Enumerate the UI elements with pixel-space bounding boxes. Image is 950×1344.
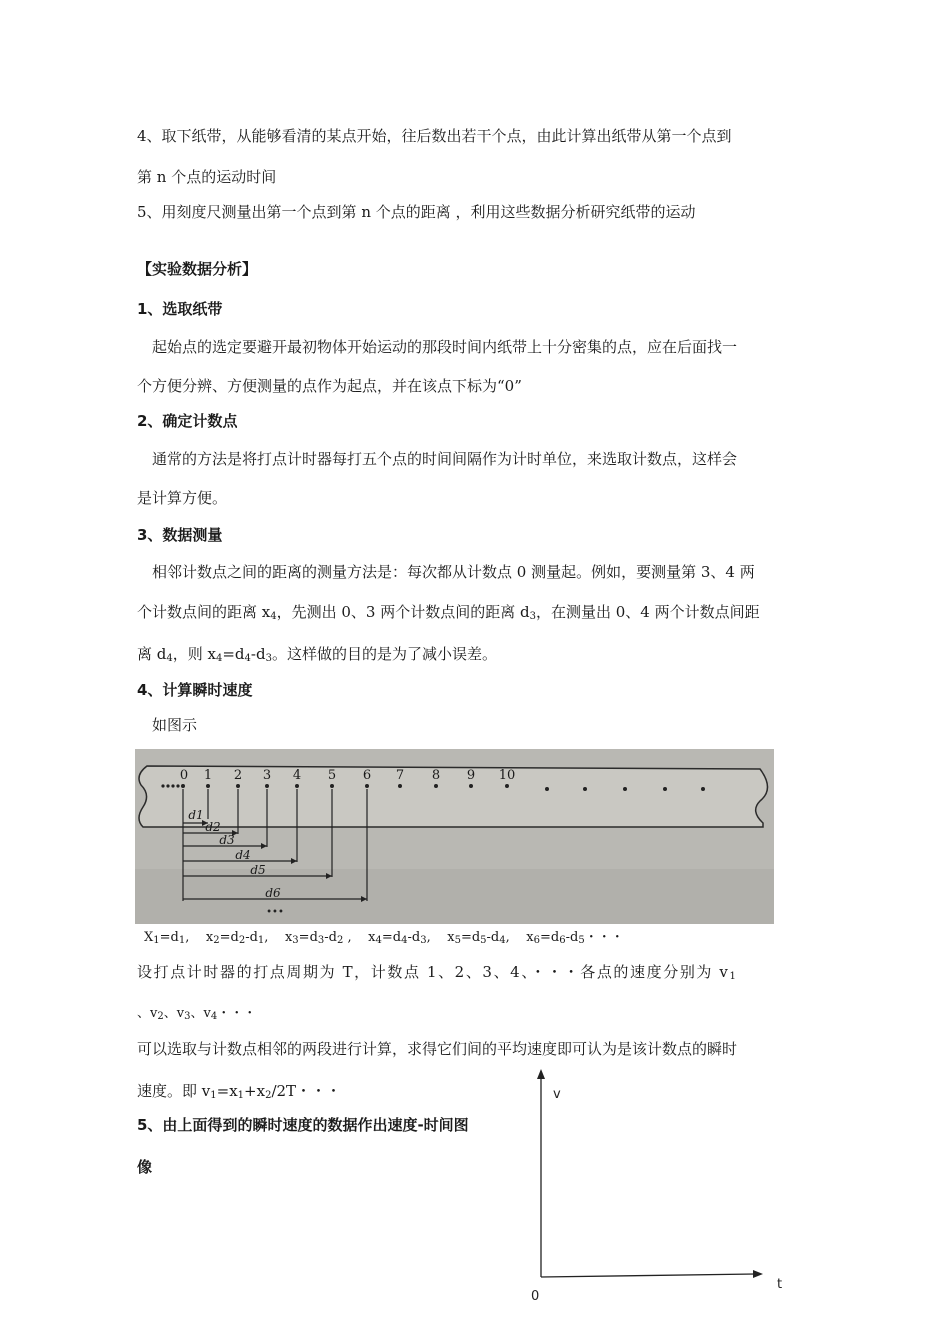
- tape-figure: [135, 749, 774, 924]
- tape-point-label: 6: [362, 768, 372, 783]
- tape-point-label: 10: [498, 768, 516, 783]
- distance-label: d3: [219, 833, 235, 847]
- heading-instant-velocity: 4、计算瞬时速度: [137, 681, 253, 699]
- velocity-line2: 、$v_2$、$v_3$、$v_4$・・・: [137, 1006, 257, 1022]
- step5-line: 5、用刻度尺测量出第一个点到第 n 个点的距离 ，利用这些数据分析研究纸带的运动: [137, 203, 696, 221]
- tape-point-label: 1: [203, 768, 213, 783]
- para3-line3: 离 $d_4$，则 $x_4=d_4-d_3$。这样做的目的是为了减小误差。: [137, 645, 497, 664]
- para3-line1: 相邻计数点之间的距离的测量方法是：每次都从计数点 0 测量起。例如，要测量第 3、4 两: [152, 563, 755, 581]
- y-axis-label: v: [553, 1087, 561, 1102]
- para2-line1: 通常的方法是将打点计时器每打五个点的时间间隔作为计时单位，来选取计数点，这样会: [152, 450, 738, 468]
- origin-label: 0: [531, 1289, 540, 1304]
- distance-label: d2: [205, 820, 221, 834]
- heading-measurement: 3、数据测量: [137, 526, 223, 544]
- distance-label: d5: [250, 863, 266, 877]
- heading-select-tape: 1、选取纸带: [137, 300, 223, 318]
- distance-label: d1: [188, 808, 204, 822]
- velocity-line1: 设打点计时器的打点周期为 T，计数点 1、2、3、4、・・・各点的速度分别为 $v_1$: [137, 963, 738, 982]
- tape-point-label: 5: [327, 768, 337, 783]
- tape-point-label: 4: [292, 768, 302, 783]
- section-title: 【实验数据分析】: [137, 260, 258, 278]
- step4-line2: 第 n 个点的运动时间: [137, 168, 277, 186]
- tape-point-label: 7: [395, 768, 405, 783]
- vt-axes: [515, 1065, 795, 1310]
- tape-point-label: 9: [466, 768, 476, 783]
- heading-vt-graph-line2: 像: [137, 1158, 153, 1176]
- heading-vt-graph-line1: 5、由上面得到的瞬时速度的数据作出速度-时间图: [137, 1116, 469, 1134]
- para2-line2: 是计算方便。: [137, 489, 228, 507]
- x-formulas: $X_1=d_1$, $x_2=d_2-d_1$, $x_3=d_3-d_2$ , $x_4=d_4-d_3$, $x_5=d_5-d_4$, $x_6=d_6-d_5$・・・: [144, 930, 624, 946]
- para4-line: 如图示: [152, 716, 198, 734]
- distance-label: d6: [265, 886, 281, 900]
- para1-line1: 起始点的选定要避开最初物体开始运动的那段时间内纸带上十分密集的点，应在后面找一: [152, 338, 738, 356]
- tape-point-label: 0: [179, 768, 189, 783]
- tape-point-label: 2: [233, 768, 243, 783]
- x-axis-label: t: [777, 1277, 783, 1292]
- distance-label: d4: [235, 848, 251, 862]
- velocity-line3: 可以选取与计数点相邻的两段进行计算，求得它们间的平均速度即可认为是该计数点的瞬时: [137, 1040, 738, 1058]
- tape-point-label: 3: [262, 768, 272, 783]
- para3-line2: 个计数点间的距离 $x_4$，先测出 0、3 两个计数点间的距离 $d_3$，在测量出 0、4 两个计数点间距: [137, 603, 760, 622]
- velocity-line4: 速度。即 $v_1=x_1+x_2/2T$・・・: [137, 1082, 342, 1101]
- heading-counting-points: 2、确定计数点: [137, 412, 238, 430]
- tape-point-label: 8: [431, 768, 441, 783]
- para1-line2: 个方便分辨、方便测量的点作为起点，并在该点下标为“0”: [137, 377, 522, 395]
- step4-line1: 4、取下纸带，从能够看清的某点开始，往后数出若干个点，由此计算出纸带从第一个点到: [137, 127, 732, 145]
- tape-ellipsis: •••: [266, 907, 284, 918]
